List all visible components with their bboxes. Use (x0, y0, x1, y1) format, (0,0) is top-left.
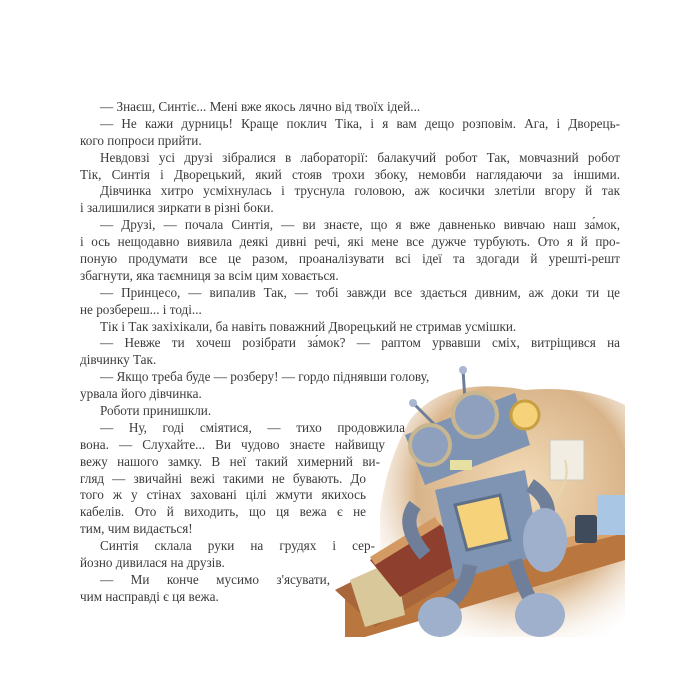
text-line: збагнути, яка таємниця за всім цим ховається. (80, 267, 339, 283)
text-line: — Друзі, — почала Синтія, — ви знаєте, що я вже давненько вивчаю наш за́мок, (100, 217, 620, 233)
text-line: і залишилися зиркати в різні боки. (80, 200, 274, 216)
story-text (80, 99, 620, 606)
text-line: — Знаєш, Синтіє... Мені вже якось лячно від твоїх ідей... (100, 99, 421, 114)
text-line: і ось нещодавно виявила деякі дивні речі, які мене все дужче турбують. Ото я й про- (80, 234, 620, 250)
text-line: вона. — Слухайте... Ви чудово знаєте найвищу (80, 436, 385, 452)
text-line: — Ну, годі сміятися, — тихо продовжила (100, 419, 405, 435)
text-line: Невдовзі усі друзі зібралися в лабораторії: балакучий робот Так, мовчазний робот (100, 149, 620, 165)
text-line: Дівчинка хитро усміхнулась і труснула головою, аж косички злетіли вгору й так (100, 183, 620, 199)
text-line: — Ми конче мусимо з'ясувати, (100, 571, 330, 587)
text-line: гляд — звичайні вежі такими не бувають. До (80, 470, 366, 486)
text-line: кого попроси прийти. (80, 132, 202, 148)
text-line: поную продумати все це разом, проаналізувати всі ідеї та здогади й урешті-решт (80, 251, 620, 267)
text-line: кабелів. Ото й виходить, що ця вежа є не (80, 504, 366, 520)
text-line: чим насправді є ця вежа. (80, 588, 219, 604)
text-line: Синтія склала руки на грудях і сер- (100, 538, 375, 554)
text-line: вежу нашого замку. В неї такий химерний ви- (80, 453, 380, 469)
text-line: — Невже ти хочеш розібрати за́мок? — раптом урвавши сміх, витріщився на (100, 335, 620, 351)
text-line: Тік, Синтія і Дворецький, який стояв трохи збоку, немовби наглядаючи за іншими. (80, 166, 620, 182)
text-line: йозно дивилася на друзів. (80, 555, 225, 571)
text-line: дівчинку Так. (80, 352, 157, 368)
text-line: тим, чим видається! (80, 521, 193, 537)
text-line: — Не кажи дурниць! Краще поклич Тіка, і я вам дещо розповім. Ага, і Дворець- (100, 115, 620, 131)
text-line: — Якщо треба буде — розберу! — гордо піднявши голову, (100, 369, 430, 385)
text-line: Тік і Так захіхікали, ба навіть поважний Дворецький не стримав усмішки. (100, 318, 517, 334)
text-line: не розбереш... і тоді... (80, 301, 202, 317)
text-line: Роботи принишкли. (100, 403, 212, 419)
text-line: урвала його дівчинка. (80, 386, 202, 402)
text-line: того ж у стінах заховані цілі жмути якихось (80, 487, 366, 503)
text-line: — Принцесо, — випалив Так, — тобі завжди все здається дивним, аж доки ти це (100, 284, 620, 300)
